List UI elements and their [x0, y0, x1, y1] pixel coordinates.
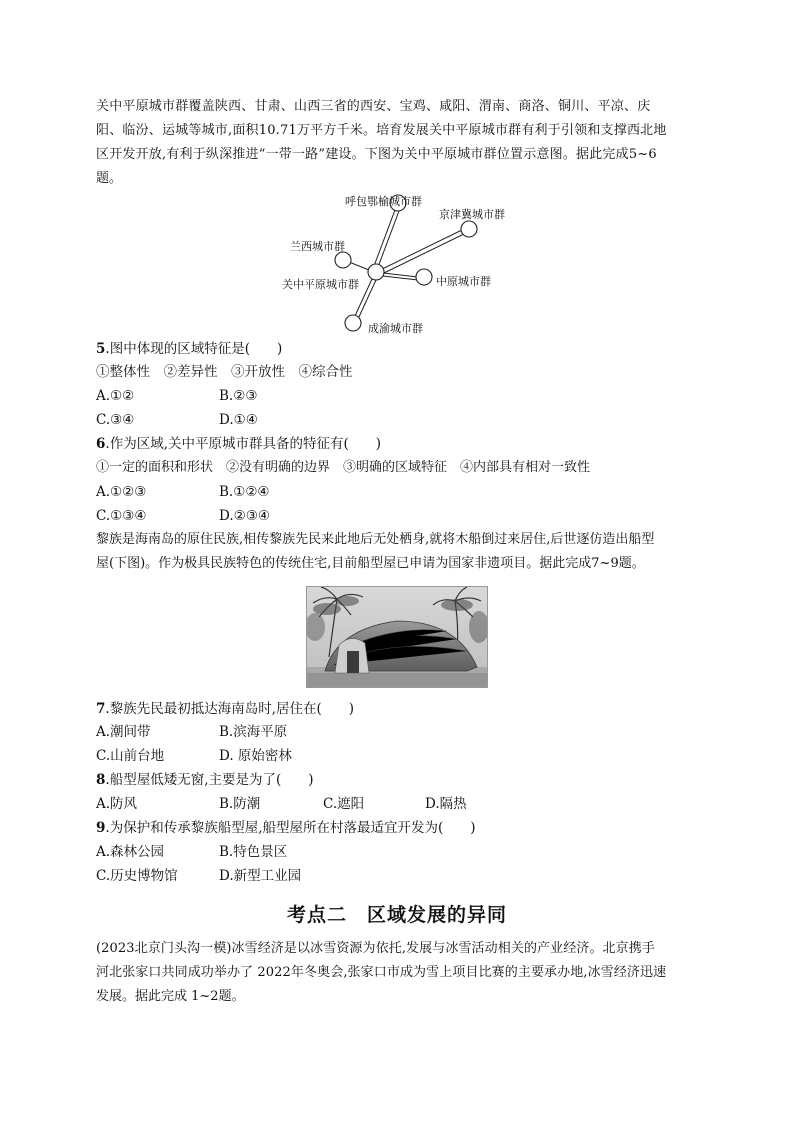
question-7-option-c: C.山前台地	[96, 748, 165, 764]
passage-3-line-1: (2023北京门头沟一模)冰雪经济是以冰雪资源为依托,发展与冰雪活动相关的产业经济。北京携手	[96, 941, 655, 956]
link-hubaoe	[374, 210, 395, 266]
passage-3-line-3: 发展。据此完成 1~2题。	[96, 989, 245, 1004]
question-5-option-a: A.①②	[96, 388, 135, 404]
label-lanxi: 兰西城市群	[290, 240, 345, 253]
section-title: 考点二 区域发展的异同	[286, 904, 507, 926]
node-lanxi	[335, 252, 351, 268]
question-5-option-c: C.③④	[96, 412, 135, 428]
question-6-items: ①一定的面积和形状 ②没有明确的边界 ③明确的区域特征 ④内部具有相对一致性	[96, 460, 591, 475]
question-7-option-a: A.潮间带	[96, 724, 151, 740]
question-6-option-c: C.①③④	[96, 508, 147, 524]
passage-1-line-1: 关中平原城市群覆盖陕西、甘肃、山西三省的西安、宝鸡、咸阳、渭南、商洛、铜川、平凉、庆	[96, 99, 651, 114]
label-zhongyuan: 中原城市群	[436, 275, 491, 288]
question-9-stem: 9.为保护和传承黎族船型屋,船型屋所在村落最适宜开发为( )	[96, 820, 476, 836]
question-5-option-d: D.①④	[219, 412, 258, 428]
question-6-stem: 6.作为区域,关中平原城市群具备的特征有( )	[96, 436, 382, 452]
question-8-option-b: B.防潮	[219, 796, 261, 812]
question-7-option-d: D. 原始密林	[219, 748, 292, 764]
passage-3-line-2: 河北张家口共同成功举办了 2022年冬奥会,张家口市成为雪上项目比赛的主要承办地,冰雪经济迅速	[96, 965, 667, 980]
node-hub	[368, 264, 384, 280]
question-6-option-a: A.①②③	[96, 484, 147, 500]
boat-house-photo	[306, 586, 488, 688]
question-8-option-c: C.遮阳	[323, 796, 365, 812]
city-cluster-diagram	[0, 0, 794, 340]
node-chengyu	[345, 315, 361, 331]
question-6-option-b: B.①②④	[219, 484, 270, 500]
passage-2-line-1: 黎族是海南岛的原住民族,相传黎族先民来此地后无处栖身,就将木船倒过来居住,后世逐仿造出船型	[96, 532, 655, 547]
question-6-option-d: D.②③④	[219, 508, 270, 524]
node-jingjinji	[461, 221, 477, 237]
question-9-option-c: C.历史博物馆	[96, 868, 178, 884]
label-hubaoe: 呼包鄂榆城市群	[345, 195, 422, 208]
question-5-items: ①整体性 ②差异性 ③开放性 ④综合性	[96, 364, 353, 380]
label-jingjinji: 京津冀城市群	[439, 208, 505, 221]
passage-2-line-2: 屋(下图)。作为极具民族特色的传统住宅,目前船型屋已申请为国家非遗项目。据此完成7~9题。	[96, 556, 645, 571]
passage-1-line-4: 题。	[96, 171, 123, 186]
question-9-option-d: D.新型工业园	[219, 868, 302, 884]
question-7-stem: 7.黎族先民最初抵达海南岛时,居住在( )	[96, 701, 355, 717]
link-jingjinji	[380, 228, 466, 270]
question-5-option-b: B.②③	[219, 388, 258, 404]
question-8-option-d: D.隔热	[425, 796, 467, 812]
question-8-stem: 8.船型屋低矮无窗,主要是为了( )	[96, 772, 314, 788]
passage-1-line-3: 区开发开放,有利于纵深推进“一带一路”建设。下图为关中平原城市群位置示意图。据此完成5~6	[96, 147, 657, 162]
question-8-option-a: A.防风	[96, 796, 138, 812]
question-9-option-b: B.特色景区	[219, 844, 288, 860]
question-9-option-a: A.森林公园	[96, 844, 165, 860]
question-7-option-b: B.滨海平原	[219, 724, 288, 740]
passage-1-line-2: 阳、临汾、运城等城市,面积10.71万平方千米。培育发展关中平原城市群有利于引领和支撑西北地	[96, 123, 667, 138]
question-5-stem: 5.图中体现的区域特征是( )	[96, 341, 283, 357]
link-lanxi	[349, 262, 369, 270]
label-chengyu: 成渝城市群	[368, 322, 423, 335]
node-zhongyuan	[416, 269, 432, 285]
label-hub: 关中平原城市群	[282, 278, 359, 291]
